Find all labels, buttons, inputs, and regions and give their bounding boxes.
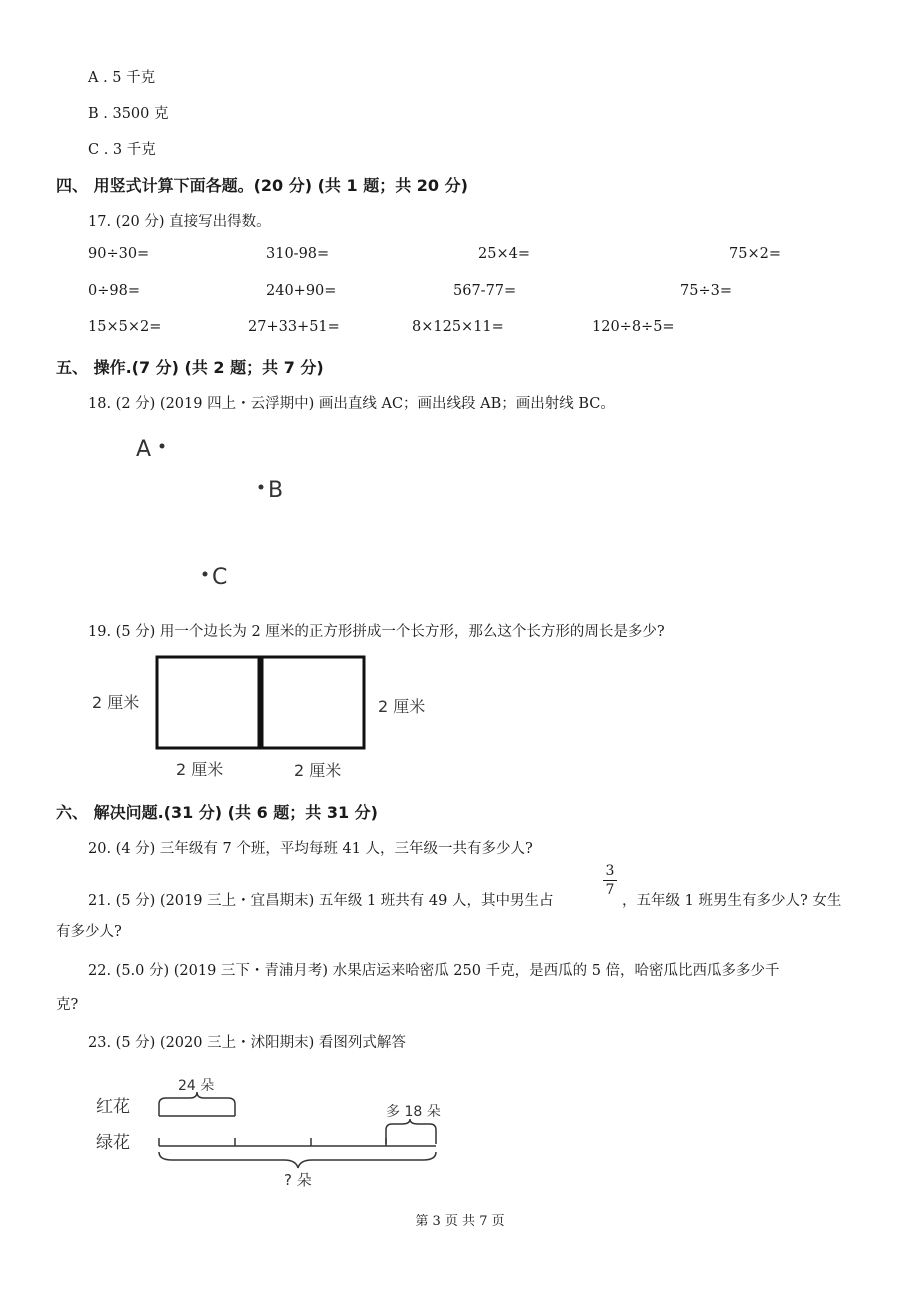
calc-cell: 90÷30= bbox=[88, 246, 150, 262]
green-flower-label: 绿花 bbox=[96, 1133, 130, 1153]
calc-cell: 310-98= bbox=[266, 246, 330, 262]
calc-cell: 120÷8÷5= bbox=[592, 319, 675, 335]
point-b-label: B bbox=[268, 478, 284, 503]
calc-cell: 8×125×11= bbox=[412, 319, 504, 335]
fraction-bar bbox=[603, 880, 617, 881]
point-b-dot bbox=[259, 485, 264, 490]
calc-cell: 240+90= bbox=[266, 283, 337, 299]
calc-cell: 27+33+51= bbox=[248, 319, 340, 335]
side-label-bottom-2: 2 厘米 bbox=[294, 761, 342, 780]
square-right bbox=[262, 657, 364, 748]
square-left bbox=[157, 657, 259, 748]
option-c: C . 3 千克 bbox=[88, 142, 156, 158]
calc-cell: 567-77= bbox=[453, 283, 517, 299]
calc-cell: 75×2= bbox=[729, 246, 781, 262]
question-22-line2: 克? bbox=[56, 997, 79, 1013]
question-21-part2: ，五年级 1 班男生有多少人? 女生 bbox=[622, 893, 842, 909]
question-21-line2: 有多少人? bbox=[56, 924, 122, 940]
points-figure bbox=[0, 420, 920, 600]
section-4-title: 四、 用竖式计算下面各题。(20 分) (共 1 题；共 20 分) bbox=[56, 176, 468, 195]
side-label-left: 2 厘米 bbox=[92, 693, 140, 712]
question-23: 23. (5 分) (2020 三上・沭阳期末) 看图列式解答 bbox=[88, 1035, 406, 1051]
point-c-dot bbox=[203, 572, 208, 577]
top-count-label: 24 朵 bbox=[178, 1078, 215, 1094]
fraction-numerator: 3 bbox=[605, 863, 615, 879]
question-19: 19. (5 分) 用一个边长为 2 厘米的正方形拼成一个长方形，那么这个长方形的周长是多少? bbox=[88, 624, 665, 640]
point-a-dot bbox=[160, 444, 165, 449]
calc-cell: 15×5×2= bbox=[88, 319, 162, 335]
option-b: B . 3500 克 bbox=[88, 106, 169, 122]
top-brace bbox=[159, 1092, 235, 1116]
fraction-denominator: 7 bbox=[605, 882, 615, 898]
page-footer: 第 3 页 共 7 页 bbox=[415, 1214, 505, 1229]
total-brace bbox=[159, 1152, 436, 1168]
more-brace bbox=[386, 1119, 436, 1144]
option-a: A . 5 千克 bbox=[88, 70, 156, 86]
calc-cell: 0÷98= bbox=[88, 283, 140, 299]
rectangle-figure bbox=[80, 648, 460, 788]
point-c-label: C bbox=[212, 565, 228, 590]
question-18: 18. (2 分) (2019 四上・云浮期中) 画出直线 AC；画出线段 AB；画出射线 BC。 bbox=[88, 396, 615, 412]
side-label-bottom-1: 2 厘米 bbox=[176, 760, 224, 779]
question-22-line1: 22. (5.0 分) (2019 三下・青浦月考) 水果店运来哈密瓜 250 千克，是西瓜的 5 倍，哈密瓜比西瓜多多少千 bbox=[88, 963, 780, 979]
section-5-title: 五、 操作.(7 分) (共 2 题；共 7 分) bbox=[56, 358, 324, 377]
section-6-title: 六、 解决问题.(31 分) (共 6 题；共 31 分) bbox=[56, 803, 378, 822]
question-17: 17. (20 分) 直接写出得数。 bbox=[88, 214, 271, 230]
side-label-right: 2 厘米 bbox=[378, 697, 426, 716]
fraction-three-sevenths bbox=[603, 863, 617, 898]
red-flower-label: 红花 bbox=[96, 1097, 130, 1117]
calc-cell: 25×4= bbox=[478, 246, 530, 262]
question-21-part1: 21. (5 分) (2019 三上・宜昌期末) 五年级 1 班共有 49 人，其中男生占 bbox=[88, 893, 554, 909]
total-label: ? 朵 bbox=[284, 1171, 312, 1188]
more-label: 多 18 朵 bbox=[386, 1104, 441, 1120]
question-20: 20. (4 分) 三年级有 7 个班，平均每班 41 人，三年级一共有多少人? bbox=[88, 841, 533, 857]
calc-cell: 75÷3= bbox=[680, 283, 732, 299]
flower-diagram bbox=[80, 1068, 460, 1188]
point-a-label: A bbox=[136, 437, 152, 462]
